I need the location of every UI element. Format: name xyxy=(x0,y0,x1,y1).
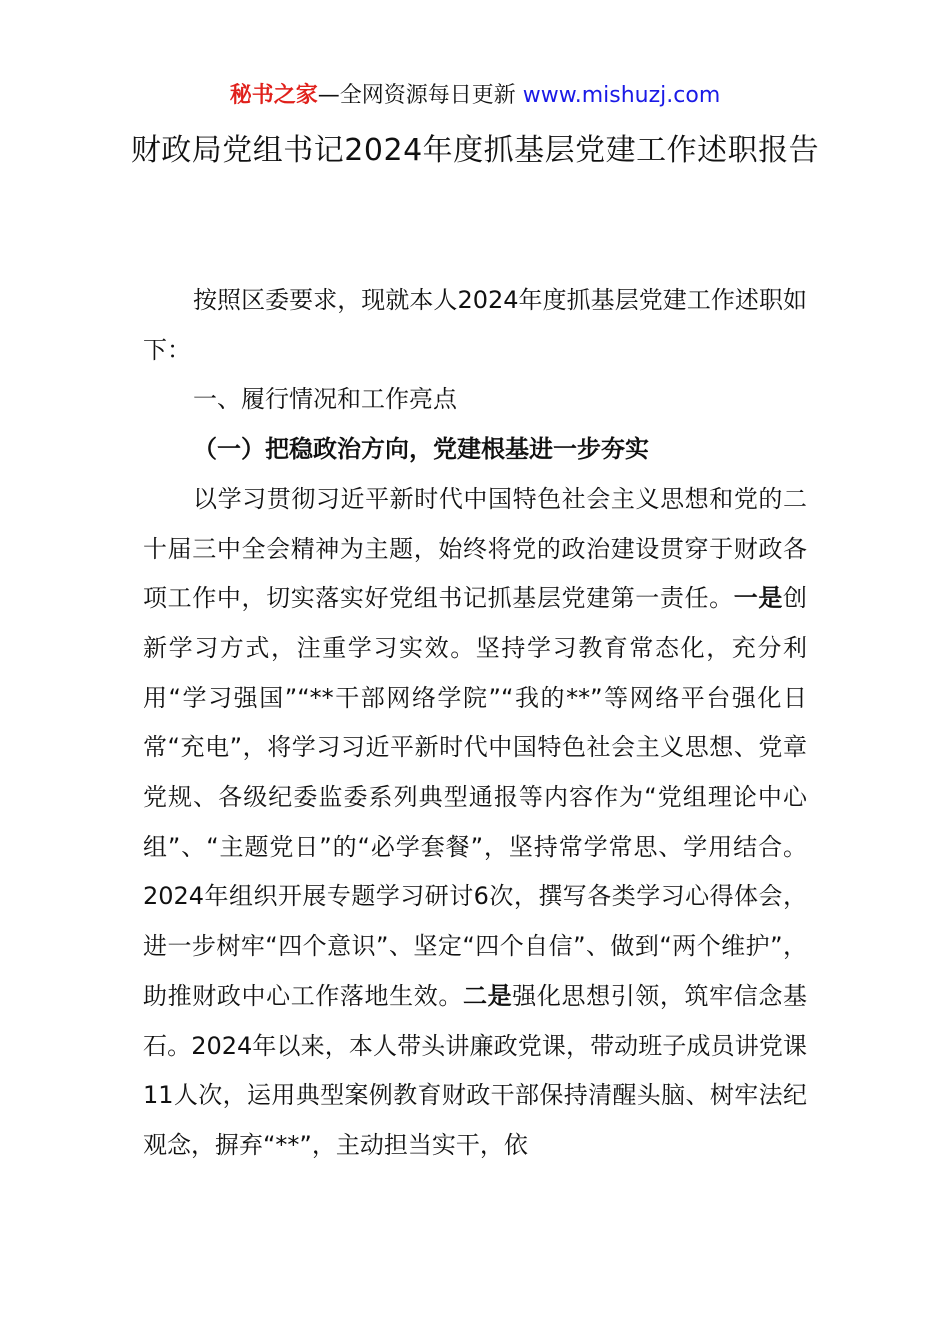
site-tagline: —全网资源每日更新 xyxy=(317,83,523,108)
paragraph-text-part2: 创新学习方式，注重学习实效。坚持学习教育常态化，充分利用“学习强国”“**干部网络学院”“我的**”等网络平台强化日常“充电”，将学习习近平新时代中国特色社会主义思想、党章党规、各级纪委监委系列典型通报等内容作为“党组理论中心组”、“主题党日”的“必学套餐”，坚持常学常思、学用结合。2024年组织开展专题学习研讨6次，撰写各类学习心得体会，进一步树牢“四个意识”、坚定“四个自信”、做到“两个维护”，助推财政中心工作落地生效。 xyxy=(143,584,808,1010)
emphasis-second: 二是 xyxy=(463,981,513,1010)
paragraph-text-part1: 以学习贯彻习近平新时代中国特色社会主义思想和党的二十届三中全会精神为主题，始终将党的政治建设贯穿于财政各项工作中，切实落实好党组书记抓基层党建第一责任。 xyxy=(143,484,807,613)
paragraph-text-part3: 强化思想引领，筑牢信念基石。2024年以来，本人带头讲廉政党课，带动班子成员讲党课11人次，运用典型案例教育财政干部保持清醒头脑、树牢法纪观念，摒弃“**”，主动担当实干，依 xyxy=(143,981,808,1159)
site-header xyxy=(0,80,950,112)
document-title: 财政局党组书记2024年度抓基层党建工作述职报告 xyxy=(130,133,820,168)
subsection-heading: （一）把稳政治方向，党建根基进一步夯实 xyxy=(193,435,649,464)
body-paragraph xyxy=(143,475,807,1171)
emphasis-first: 一是 xyxy=(733,584,784,613)
document-body xyxy=(143,276,807,1171)
site-brand: 秘书之家 xyxy=(229,83,318,108)
site-url-link[interactable]: www.mishuzj.com xyxy=(522,83,721,108)
intro-paragraph: 按照区委要求，现就本人2024年度抓基层党建工作述职如下： xyxy=(143,286,807,364)
section-heading: 一、履行情况和工作亮点 xyxy=(193,385,457,414)
